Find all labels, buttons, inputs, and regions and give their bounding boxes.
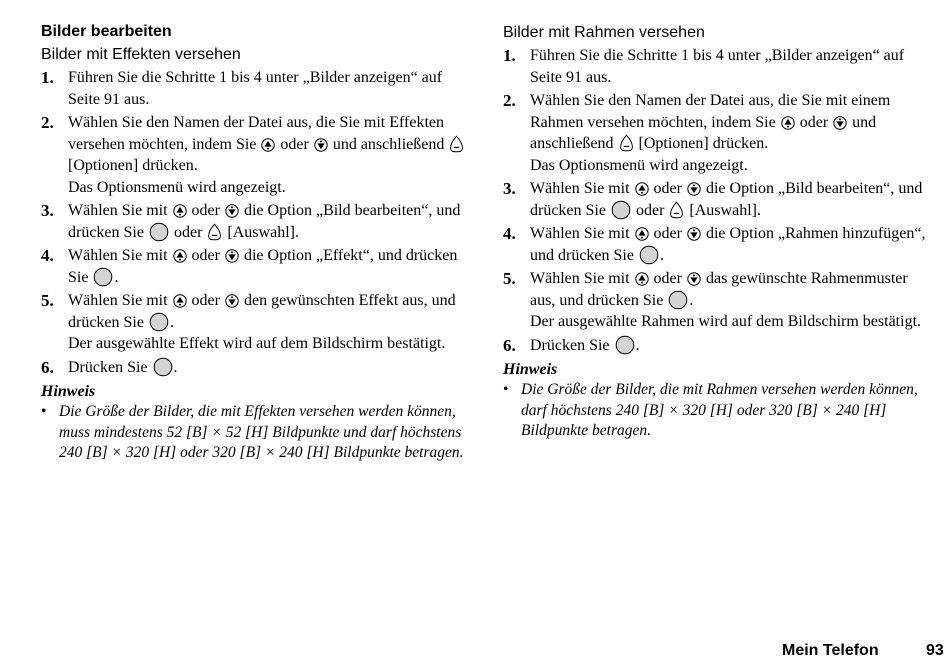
step-number: 3. bbox=[41, 201, 54, 220]
center-key-icon bbox=[668, 290, 688, 310]
nav-up-icon bbox=[173, 204, 187, 218]
step-number: 2. bbox=[503, 91, 516, 110]
softkey-left-icon bbox=[207, 223, 222, 241]
step-1 bbox=[41, 67, 471, 110]
step-6 bbox=[503, 335, 933, 357]
step-text: . bbox=[635, 336, 640, 354]
step-number: 2. bbox=[41, 113, 54, 132]
center-key-icon bbox=[149, 222, 169, 242]
nav-down-icon bbox=[225, 204, 239, 218]
step-text: die Option „Bild bearbeiten“, und drücken Sie bbox=[68, 202, 461, 241]
softkey-left-icon bbox=[619, 134, 634, 152]
nav-down-icon bbox=[225, 294, 239, 308]
center-key-icon bbox=[615, 335, 635, 355]
step-number: 1. bbox=[41, 68, 54, 87]
step-text: . bbox=[659, 246, 664, 264]
step-result-text: Der ausgewählte Effekt wird auf dem Bildschirm bestätigt. bbox=[68, 335, 446, 352]
step-number: 5. bbox=[41, 291, 54, 310]
step-text: die Option „Rahmen hinzufügen“, und drücken Sie bbox=[530, 225, 926, 264]
step-text: den gewünschten Effekt aus, und drücken Sie bbox=[68, 292, 456, 331]
step-text: [Auswahl]. bbox=[227, 223, 299, 241]
step-5 bbox=[41, 290, 471, 355]
step-2 bbox=[41, 112, 471, 198]
center-key-icon bbox=[153, 357, 173, 377]
step-5 bbox=[503, 268, 933, 333]
step-3 bbox=[503, 178, 933, 221]
step-text: Wählen Sie mit bbox=[68, 292, 168, 309]
step-number: 6. bbox=[41, 357, 54, 377]
step-text: Wählen Sie mit bbox=[68, 202, 168, 219]
step-text: und anschließend bbox=[332, 135, 445, 153]
nav-down-icon bbox=[687, 182, 701, 196]
step-text: Wählen Sie den Namen der Datei aus, die Sie mit einem Rahmen versehen möchten, indem Sie bbox=[530, 92, 891, 131]
center-key-icon bbox=[149, 312, 169, 332]
step-text: oder bbox=[191, 202, 220, 219]
step-result-text: Der ausgewählte Rahmen wird auf dem Bildschirm bestätigt. bbox=[530, 313, 922, 330]
step-text: oder bbox=[173, 223, 203, 241]
nav-up-icon bbox=[635, 182, 649, 196]
left-column bbox=[41, 22, 471, 464]
step-text: oder bbox=[653, 270, 682, 287]
step-text: . bbox=[169, 313, 174, 331]
note-title: Hinweis bbox=[503, 361, 558, 378]
step-text: die Option „Effekt“, und drücken Sie bbox=[68, 247, 458, 286]
note-item bbox=[503, 380, 933, 442]
step-text: oder bbox=[653, 225, 682, 242]
note-title: Hinweis bbox=[41, 383, 96, 400]
subsection-heading-frames: Bilder mit Rahmen versehen bbox=[503, 24, 705, 41]
step-text: Drücken Sie bbox=[68, 358, 148, 376]
step-text: Drücken Sie bbox=[530, 336, 610, 354]
nav-up-icon bbox=[635, 272, 649, 286]
step-4 bbox=[41, 245, 471, 288]
step-text: [Optionen] drücken. bbox=[68, 157, 198, 174]
steps-list-effects bbox=[41, 67, 471, 378]
step-text: oder bbox=[635, 201, 665, 219]
step-text: oder bbox=[191, 292, 220, 309]
note-text: Die Größe der Bilder, die mit Effekten versehen werden können, muss mindestens 52 [B] × 52 [H] Bildpunkte und darf höchstens 240 [B] × 320 [H] oder 320 [B] × 240 [H] Bildpunkte betragen. bbox=[59, 403, 464, 461]
step-6 bbox=[41, 357, 471, 379]
step-3 bbox=[41, 200, 471, 243]
nav-down-icon bbox=[833, 116, 847, 130]
nav-down-icon bbox=[687, 227, 701, 241]
nav-up-icon bbox=[173, 249, 187, 263]
step-4 bbox=[503, 223, 933, 266]
step-1 bbox=[503, 45, 933, 88]
step-text: Wählen Sie mit bbox=[530, 225, 630, 242]
step-result-text: Das Optionsmenü wird angezeigt. bbox=[530, 156, 748, 174]
step-text: Wählen Sie mit bbox=[530, 270, 630, 287]
step-number: 3. bbox=[503, 179, 516, 198]
nav-up-icon bbox=[261, 138, 275, 152]
nav-down-icon bbox=[687, 272, 701, 286]
step-result-text: Das Optionsmenü wird angezeigt. bbox=[68, 178, 286, 196]
step-text: . bbox=[173, 358, 178, 376]
step-number: 5. bbox=[503, 269, 516, 288]
step-text: oder bbox=[191, 247, 220, 264]
nav-up-icon bbox=[635, 227, 649, 241]
step-text: oder bbox=[653, 180, 682, 197]
subsection-heading-effects: Bilder mit Effekten versehen bbox=[41, 46, 241, 63]
center-key-icon bbox=[639, 245, 659, 265]
step-text: . bbox=[114, 268, 119, 286]
step-text: Führen Sie die Schritte 1 bis 4 unter „Bilder anzeigen“ auf Seite 91 aus. bbox=[530, 47, 905, 86]
page-number: 93 bbox=[926, 642, 944, 659]
step-number: 1. bbox=[503, 46, 516, 65]
step-number: 4. bbox=[503, 224, 516, 243]
step-text: Wählen Sie mit bbox=[530, 180, 630, 197]
step-text: oder bbox=[280, 135, 309, 153]
nav-up-icon bbox=[173, 294, 187, 308]
step-text: die Option „Bild bearbeiten“, und drücken Sie bbox=[530, 180, 923, 219]
note-text: Die Größe der Bilder, die mit Rahmen versehen werden können, darf höchstens 240 [B] × 320 [H] oder 320 [B] × 240 [H] Bildpunkte betragen. bbox=[521, 381, 918, 439]
nav-up-icon bbox=[781, 116, 795, 130]
step-text: [Optionen] drücken. bbox=[638, 135, 769, 152]
step-text: Wählen Sie den Namen der Datei aus, die Sie mit Effekten versehen möchten, indem Sie bbox=[68, 114, 445, 153]
step-text: und anschließend bbox=[530, 113, 877, 152]
footer-section-title: Mein Telefon bbox=[782, 642, 879, 659]
step-text: oder bbox=[799, 113, 829, 131]
step-text: . bbox=[689, 291, 694, 309]
step-text: Führen Sie die Schritte 1 bis 4 unter „Bilder anzeigen“ auf Seite 91 aus. bbox=[68, 69, 443, 108]
bullet-icon: • bbox=[503, 381, 509, 398]
nav-down-icon bbox=[314, 138, 328, 152]
softkey-left-icon bbox=[669, 201, 684, 219]
nav-down-icon bbox=[225, 249, 239, 263]
center-key-icon bbox=[611, 200, 631, 220]
step-number: 4. bbox=[41, 246, 54, 265]
steps-list-frames bbox=[503, 45, 933, 356]
section-heading: Bilder bearbeiten bbox=[41, 23, 172, 40]
step-number: 6. bbox=[503, 335, 516, 355]
step-text: das gewünschte Rahmenmuster aus, und drücken Sie bbox=[530, 270, 908, 309]
center-key-icon bbox=[93, 267, 113, 287]
softkey-left-icon bbox=[449, 135, 464, 153]
step-2 bbox=[503, 90, 933, 176]
bullet-icon: • bbox=[41, 403, 47, 420]
step-text: [Auswahl]. bbox=[689, 201, 761, 219]
note-item bbox=[41, 402, 471, 464]
step-text: Wählen Sie mit bbox=[68, 247, 168, 264]
right-column bbox=[503, 22, 933, 442]
